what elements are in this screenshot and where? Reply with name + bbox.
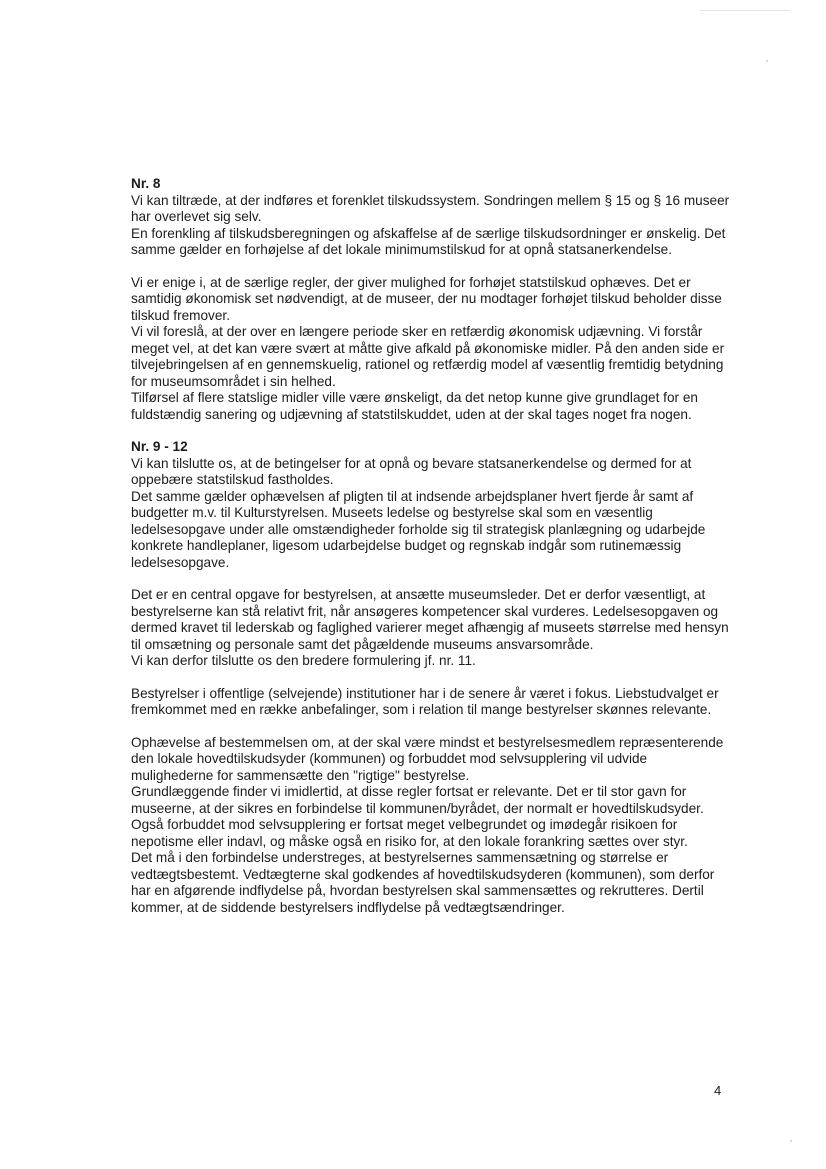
paragraph: Vi kan tiltræde, at der indføres et forenklet tilskudssystem. Sondringen mellem § 15 og § 16 museer har overlevet sig selv. bbox=[131, 192, 730, 224]
document-body bbox=[131, 176, 731, 916]
paragraph: Vi kan derfor tilslutte os den bredere formulering jf. nr. 11. bbox=[131, 653, 476, 668]
page-number: 4 bbox=[714, 1083, 722, 1098]
paragraph: Tilførsel af flere statslige midler ville være ønskeligt, da det netop kunne give grundlaget for en fuldstændig sanering og udjævning af statstilskuddet, uden at der skal tages noget fra nogen. bbox=[131, 390, 698, 422]
paragraph: Bestyrelser i offentlige (selvejende) institutioner har i de senere år været i fokus. Liebstudvalget er fremkommet med en række anbefalinger, som i relation til mange bestyrelser skønnes relevante. bbox=[131, 685, 719, 717]
paragraph: Vi kan tilslutte os, at de betingelser for at opnå og bevare statsanerkendelse og dermed for at oppebære statstilskud fastholdes. bbox=[131, 455, 692, 487]
paragraph: Grundlæggende finder vi imidlertid, at disse regler fortsat er relevante. Det er til stor gavn for museerne, at der sikres en forbindelse til kommunen/byrådet, der normalt er hovedtilskudsyder. Også forbuddet mod selvsupplering er fortsat meget velbegrundet og imødegår risikoen for nepotisme eller indavl, og måske også en risiko for, at den lokale forankring sættes over styr. bbox=[131, 784, 704, 849]
scan-speck bbox=[790, 1140, 792, 1142]
paragraph: Det samme gælder ophævelsen af pligten til at indsende arbejdsplaner hvert fjerde år samt af budgetter m.v. til Kulturstyrelsen. Museets ledelse og bestyrelse skal som en væsentlig ledelsesopgave under alle omstændigheder forholde sig til strategisk planlægning og udarbejde konkrete handleplaner, ligesom udarbejdelse budget og regnskab indgår som rutinemæssig ledelsesopgave. bbox=[131, 488, 706, 570]
section-nr-9-12 bbox=[131, 439, 731, 916]
section-gap bbox=[131, 423, 731, 439]
section-title: Nr. 9 - 12 bbox=[131, 439, 188, 454]
scan-speck bbox=[766, 60, 768, 62]
section-title: Nr. 8 bbox=[131, 176, 161, 191]
paragraph-gap bbox=[131, 259, 731, 275]
paragraph-gap bbox=[131, 571, 731, 587]
paragraph: Det må i den forbindelse understreges, at bestyrelsernes sammensætning og størrelse er vedtægtsbestemt. Vedtægterne skal godkendes af hovedtilskudsyderen (kommunen), som derfor har en afgørende indflydelse på, hvordan bestyrelsen skal sammensættes og rekrutteres. Dertil kommer, at de siddende bestyrelsers indflydelse på vedtægtsændringer. bbox=[131, 850, 715, 915]
paragraph: Det er en central opgave for bestyrelsen, at ansætte museumsleder. Det er derfor væsentligt, at bestyrelserne kan stå relativt frit, når ansøgeres kompetencer skal vurderes. Ledelsesopgaven og dermed kravet til lederskab og faglighed varierer meget afhængig af museets størrelse med hensyn til omsætning og personale samt det pågældende museums ansvarsområde. bbox=[131, 587, 729, 652]
scan-artifact-line bbox=[700, 10, 790, 11]
paragraph: Vi er enige i, at de særlige regler, der giver mulighed for forhøjet statstilskud ophæves. Det er samtidig økonomisk set nødvendigt, at de museer, der nu modtager forhøjet tilskud beholder disse tilskud fremover. bbox=[131, 274, 722, 323]
paragraph-gap bbox=[131, 719, 731, 735]
paragraph: En forenkling af tilskudsberegningen og afskaffelse af de særlige tilskudsordninger er ønskelig. Det samme gælder en forhøjelse af det lokale minimumstilskud for at opnå statsanerkendelse. bbox=[131, 225, 726, 257]
section-nr-8 bbox=[131, 176, 731, 423]
paragraph: Ophævelse af bestemmelsen om, at der skal være mindst et bestyrelsesmedlem repræsenterende den lokale hovedtilskudsyder (kommunen) og forbuddet mod selvsupplering vil udvide mulighederne for sammensætte den "rigtige" bestyrelse. bbox=[131, 734, 724, 783]
paragraph: Vi vil foreslå, at der over en længere periode sker en retfærdig økonomisk udjævning. Vi forstår meget vel, at det kan være svært at måtte give afkald på økonomiske midler. På den anden side er tilvejebringelsen af en gennemskuelig, rationel og retfærdig model af væsentlig fremtidig betydning for museumsområdet i sin helhed. bbox=[131, 324, 725, 389]
paragraph-gap bbox=[131, 670, 731, 686]
